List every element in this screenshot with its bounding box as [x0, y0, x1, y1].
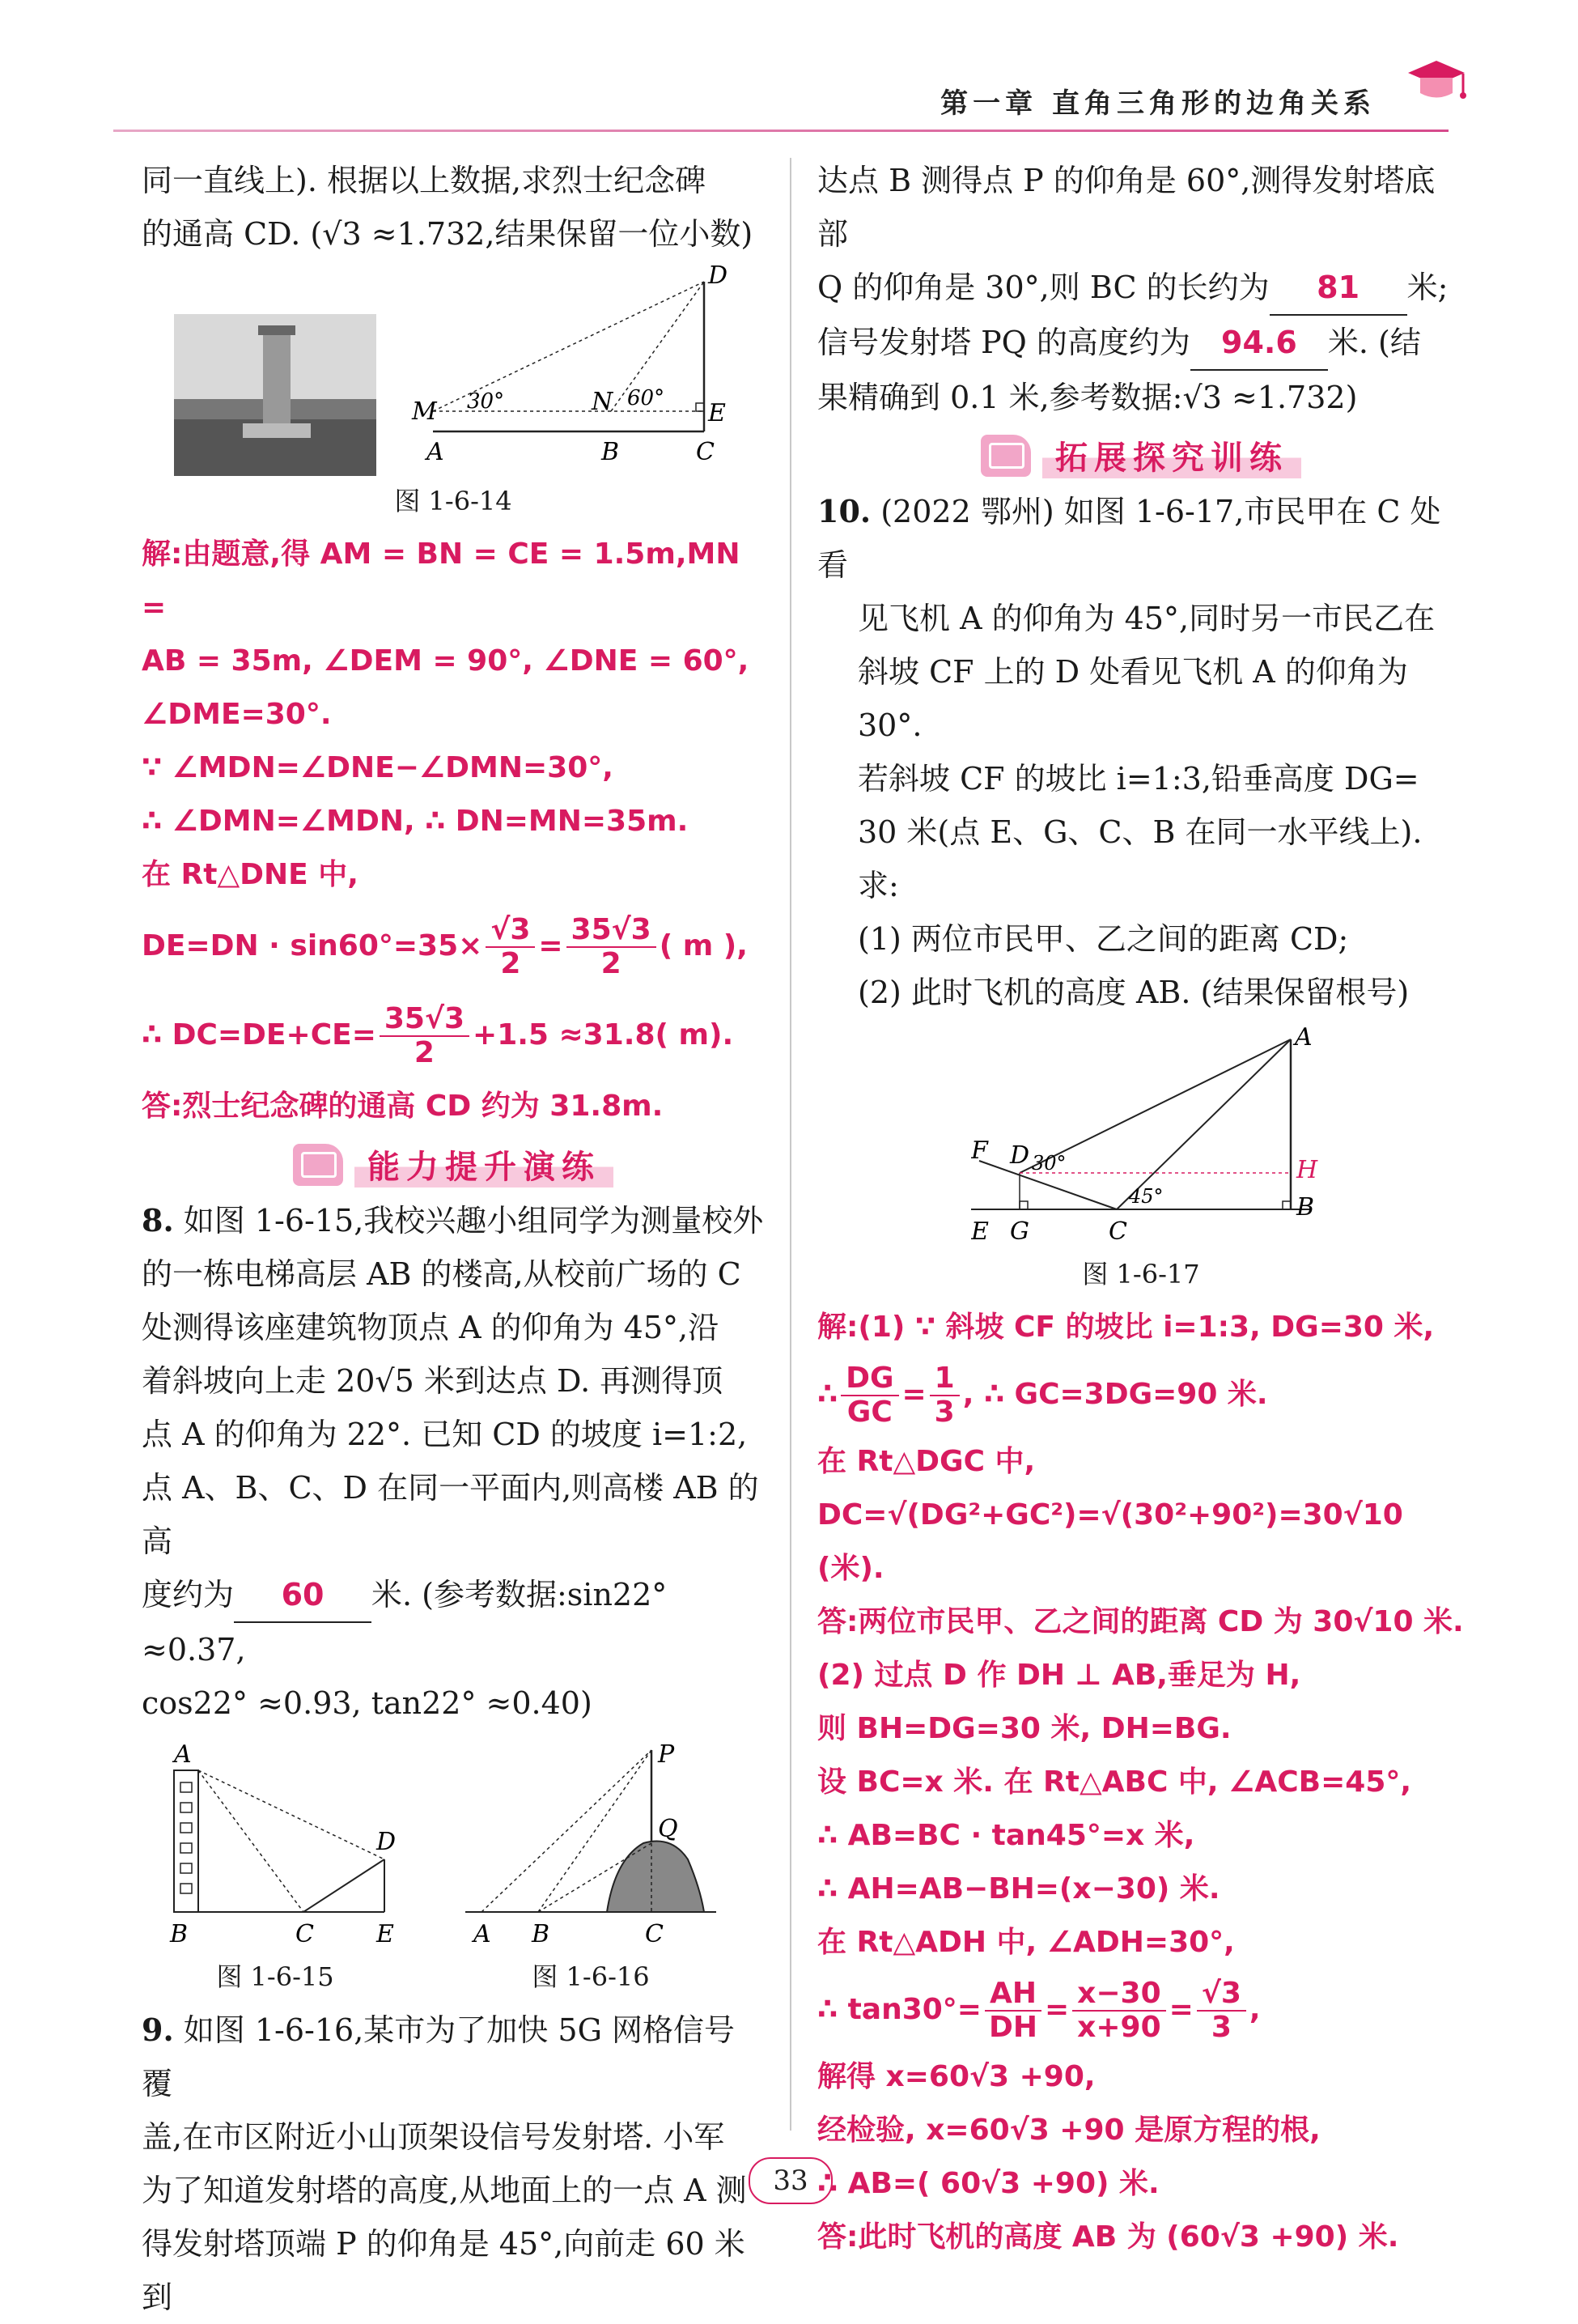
figure-1-6-15 [142, 1738, 409, 2003]
graduation-cap-icon [1400, 49, 1473, 121]
fig16-label-P: P [658, 1740, 675, 1769]
q7-equation-dc: ∴ DC=DE+CE= $\frac{35√3}{2}$ +1.5 ≈31.8( m). [142, 1002, 734, 1069]
fig17-label-F: F [971, 1137, 988, 1165]
q10-solution-line: DC=√(DG²+GC²)=√(30²+90²)=30√10 (米). [817, 1498, 1403, 1585]
computer-icon [293, 1144, 343, 1186]
fig14-label-M: M [412, 397, 437, 426]
right-column [817, 154, 1465, 2264]
q9-line: 为了知道发射塔的高度,从地面上的一点 A 测 [142, 2173, 747, 2208]
q10-solution-line: 解:(1) ∵ 斜坡 CF 的坡比 i=1:3, DG=30 米, [817, 1311, 1435, 1344]
fig17-label-H: H [1296, 1156, 1318, 1184]
q7-solution-line: AB = 35m, ∠DEM = 90°, ∠DNE = 60°, [142, 644, 749, 678]
fig17-angle-45: 45° [1129, 1185, 1164, 1208]
q10-solution-line: (2) 过点 D 作 DH ⊥ AB,垂足为 H, [817, 1659, 1301, 1692]
fig16-label-Q: Q [658, 1815, 678, 1843]
q9-answer-blank-bc: 81 [1270, 261, 1407, 316]
fig14-caption: 图 1-6-14 [394, 486, 512, 516]
fig17-label-E: E [971, 1217, 989, 1246]
fig17-label-G: G [1010, 1217, 1029, 1246]
fig14-label-B: B [601, 438, 620, 466]
fig17-diagram [971, 1027, 1360, 1246]
fig15-label-C: C [295, 1920, 314, 1948]
fig14-label-E: E [708, 399, 726, 427]
fig17-label-B: B [1296, 1193, 1315, 1221]
q10-line: 见飞机 A 的仰角为 45°,同时另一市民乙在 [858, 601, 1436, 636]
fig15-diagram [142, 1738, 409, 1948]
figure-1-6-17 [817, 1027, 1465, 1249]
q9-line: 9. 如图 1-6-16,某市为了加快 5G 网格信号覆 [142, 2012, 736, 2101]
q7-text-line: 的通高 CD. (√3 ≈1.732,结果保留一位小数) [142, 216, 753, 252]
q9-line: Q 的仰角是 30°,则 BC 的长约为 81 米; [817, 261, 1465, 316]
q10-line: 若斜坡 CF 的坡比 i=1:3,铅垂高度 DG= [858, 761, 1419, 797]
fig14-label-N: N [592, 388, 613, 416]
q7-answer: 答:烈士纪念碑的通高 CD 约为 31.8m. [142, 1090, 664, 1123]
q8-line: 度约为 60 米. (参考数据:sin22° ≈0.37, [142, 1568, 765, 1676]
figures-15-16 [142, 1738, 765, 2003]
q10-solution-line: 解得 x=60√3 +90, [817, 2060, 1096, 2093]
fig14-angle-60: 60° [627, 386, 665, 410]
q10-solution-line: 在 Rt△DGC 中, [817, 1445, 1036, 1478]
fig16-label-A: A [473, 1920, 491, 1948]
q8-line: 点 A 的仰角为 22°. 已知 CD 的坡度 i=1:2, [142, 1417, 748, 1452]
q10-solution-line: 则 BH=DG=30 米, DH=BG. [817, 1712, 1232, 1745]
chapter-title: 第一章 直角三角形的边角关系 [940, 87, 1376, 120]
q7-solution-line: ∠DME=30°. [142, 698, 332, 731]
q9-line: 达点 B 测得点 P 的仰角是 60°,测得发射塔底部 [817, 163, 1436, 252]
q7-solution-line: 解:由题意,得 AM = BN = CE = 1.5m,MN = [142, 537, 740, 624]
q7-solution-line: ∴ ∠DMN=∠MDN, ∴ DN=MN=35m. [142, 805, 689, 838]
q10-solution-tan: ∴ tan30°= $\frac{AH}{DH}$ = $\frac{x-30}{x+90}$ = $\frac{√3}{3}$ , [817, 1977, 1261, 2044]
fraction: $\frac{√3}{3}$ [1197, 1978, 1246, 2044]
section-title: 能力提升演练 [354, 1141, 613, 1187]
fraction: $\frac{1}{3}$ [930, 1362, 960, 1429]
header-rule [113, 130, 1449, 132]
figure-1-6-16 [457, 1738, 724, 2003]
q10-answer: 答:此时飞机的高度 AB 为 (60√3 +90) 米. [817, 2220, 1399, 2254]
fig16-label-C: C [645, 1920, 664, 1948]
fig17-label-C: C [1109, 1217, 1127, 1246]
fig16-label-B: B [532, 1920, 550, 1948]
column-divider [790, 158, 791, 2131]
q10-solution-line: 答:两位市民甲、乙之间的距离 CD 为 30√10 米. [817, 1605, 1464, 1638]
q8-line: 处测得该座建筑物顶点 A 的仰角为 45°,沿 [142, 1310, 719, 1345]
q10-line: (2) 此时飞机的高度 AB. (结果保留根号) [858, 975, 1410, 1010]
fraction: $\frac{DG}{GC}$ [841, 1362, 898, 1429]
q8-line: 着斜坡向上走 20√5 米到达点 D. 再测得顶 [142, 1363, 723, 1399]
fig14-diagram [409, 266, 732, 476]
q9-line: 果精确到 0.1 米,参考数据:√3 ≈1.732) [817, 380, 1358, 415]
q7-text-line: 同一直线上). 根据以上数据,求烈士纪念碑 [142, 163, 706, 198]
q8-line: 点 A、B、C、D 在同一平面内,则高楼 AB 的高 [142, 1470, 759, 1559]
q8-line: cos22° ≈0.93, tan22° ≈0.40) [142, 1685, 592, 1721]
q10-solution-line: 在 Rt△ADH 中, ∠ADH=30°, [817, 1926, 1235, 1959]
section-header-ability [142, 1141, 765, 1187]
q10-line: 30 米(点 E、G、C、B 在同一水平线上). 求: [858, 814, 1423, 903]
q8-answer-blank: 60 [234, 1568, 371, 1623]
section-title: 拓展探究训练 [1042, 432, 1301, 478]
graduation-cap-icon [981, 435, 1031, 477]
fig16-diagram [457, 1738, 724, 1948]
q9-line: 盖,在市区附近小山顶架设信号发射塔. 小军 [142, 2119, 725, 2155]
fig17-caption: 图 1-6-17 [1082, 1259, 1200, 1289]
page-number: 33 [749, 2157, 833, 2204]
q10-solution-line: ∴ AH=AB−BH=(x−30) 米. [817, 1872, 1220, 1906]
fig16-caption: 图 1-6-16 [532, 1961, 650, 1992]
fig17-angle-30: 30° [1032, 1152, 1067, 1175]
fig15-label-A: A [174, 1740, 192, 1769]
section-header-extension [817, 432, 1465, 478]
q9-line: 得发射塔顶端 P 的仰角是 45°,向前走 60 米到 [142, 2226, 745, 2315]
fig14-angle-30: 30° [467, 389, 505, 414]
q9-answer-blank-pq: 94.6 [1190, 316, 1328, 371]
fig14-label-C: C [696, 438, 715, 466]
fig14-label-A: A [426, 438, 444, 466]
q9-line: 信号发射塔 PQ 的高度约为 94.6 米. (结 [817, 316, 1465, 371]
fig17-label-D: D [1010, 1141, 1030, 1170]
left-column [142, 154, 765, 2324]
q7-equation-de: DE=DN · sin60°=35× $\frac{√3}{2}$ = $\frac{35√3}{2}$ ( m ), [142, 913, 748, 980]
fig14-label-D: D [708, 266, 728, 290]
fig15-label-D: D [376, 1828, 397, 1856]
q7-solution-line: ∵ ∠MDN=∠DNE−∠DMN=30°, [142, 751, 613, 784]
fig15-label-B: B [170, 1920, 189, 1948]
q10-solution-line: ∴ AB=( 60√3 +90) 米. [817, 2167, 1160, 2200]
q10-solution-line: 设 BC=x 米. 在 Rt△ABC 中, ∠ACB=45°, [817, 1765, 1412, 1799]
q7-solution-line: 在 Rt△DNE 中, [142, 858, 358, 891]
q10-line: (1) 两位市民甲、乙之间的距离 CD; [858, 921, 1349, 957]
q8-line: 的一栋电梯高层 AB 的楼高,从校前广场的 C [142, 1256, 741, 1292]
fraction: $\frac{35√3}{2}$ [566, 914, 656, 980]
q10-solution-ratio: ∴ $\frac{DG}{GC}$ = $\frac{1}{3}$ , ∴ GC=3DG=90 米. [817, 1362, 1268, 1429]
monument-photo [174, 314, 376, 476]
figure-1-6-14 [142, 266, 765, 476]
q10-solution-line: ∴ AB=BC · tan45°=x 米, [817, 1819, 1195, 1852]
fraction: $\frac{x-30}{x+90}$ [1072, 1978, 1165, 2044]
fraction: $\frac{√3}{2}$ [486, 914, 535, 980]
q10-line: 斜坡 CF 上的 D 处看见飞机 A 的仰角为 30°. [858, 654, 1408, 743]
fig15-caption: 图 1-6-15 [216, 1961, 334, 1992]
fraction: $\frac{AH}{DH}$ [985, 1978, 1041, 2044]
fraction: $\frac{35√3}{2}$ [380, 1003, 469, 1069]
q8-line: 8. 如图 1-6-15,我校兴趣小组同学为测量校外 [142, 1202, 764, 1238]
q10-line: 10. (2022 鄂州) 如图 1-6-17,市民甲在 C 处看 [817, 493, 1441, 583]
fig17-label-A: A [1295, 1027, 1313, 1052]
q10-solution-line: 经检验, x=60√3 +90 是原方程的根, [817, 2114, 1321, 2147]
fig15-label-E: E [376, 1920, 394, 1948]
